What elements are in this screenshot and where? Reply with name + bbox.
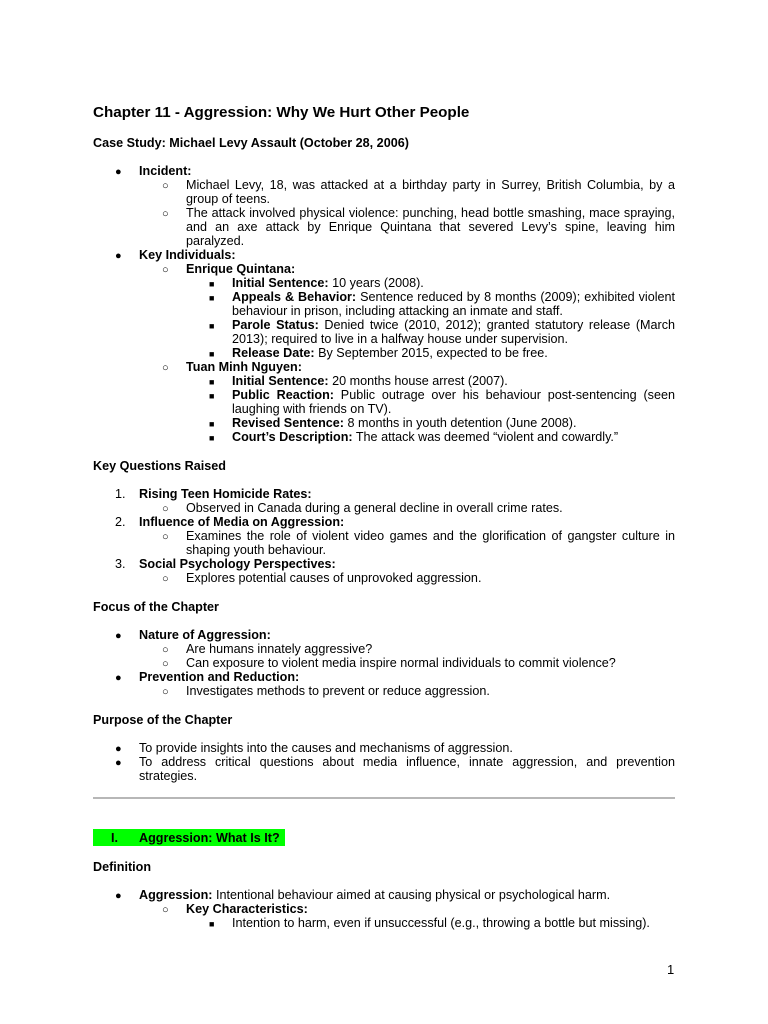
square-bullet-icon: ■ — [209, 419, 215, 429]
eq-parole: Parole Status: Denied twice (2010, 2012); granted statutory release (March 2013); required to live in a halfway house under supervision. — [232, 318, 675, 346]
tuan-label: Tuan Minh Nguyen: — [186, 360, 302, 374]
question-1-sub: Observed in Canada during a general decline in overall crime rates. — [186, 501, 563, 515]
key-questions-heading: Key Questions Raised — [93, 459, 226, 473]
purpose-heading: Purpose of the Chapter — [93, 713, 233, 727]
circle-bullet-icon: ○ — [162, 208, 169, 220]
circle-bullet-icon: ○ — [162, 503, 169, 515]
square-bullet-icon: ■ — [209, 293, 215, 303]
question-2-sub: Examines the role of violent video games and the glorification of gangster culture in shaping youth behaviour. — [186, 529, 675, 557]
circle-bullet-icon: ○ — [162, 180, 169, 192]
tn-public-reaction: Public Reaction: Public outrage over his behaviour post-sentencing (seen laughing with friends on TV). — [232, 388, 675, 416]
square-bullet-icon: ■ — [209, 279, 215, 289]
section-number: I. — [111, 831, 118, 845]
tn-revised-sentence: Revised Sentence: 8 months in youth detention (June 2008). — [232, 416, 577, 430]
circle-bullet-icon: ○ — [162, 573, 169, 585]
key-characteristics-label: Key Characteristics: — [186, 902, 308, 916]
square-bullet-icon: ■ — [209, 391, 215, 401]
eq-release: Release Date: By September 2015, expected to be free. — [232, 346, 548, 360]
tn-initial-sentence: Initial Sentence: 20 months house arrest (2007). — [232, 374, 508, 388]
bullet-icon: ● — [115, 250, 122, 262]
square-bullet-icon: ■ — [209, 349, 215, 359]
nature-sub-2: Can exposure to violent media inspire normal individuals to commit violence? — [186, 656, 616, 670]
eq-initial-sentence: Initial Sentence: 10 years (2008). — [232, 276, 424, 290]
aggression-definition: Aggression: Intentional behaviour aimed at causing physical or psychological harm. — [139, 888, 611, 902]
circle-bullet-icon: ○ — [162, 658, 169, 670]
bullet-icon: ● — [115, 890, 122, 902]
incident-label: Incident: — [139, 164, 192, 178]
circle-bullet-icon: ○ — [162, 904, 169, 916]
nature-label: Nature of Aggression: — [139, 628, 271, 642]
key-individuals-label: Key Individuals: — [139, 248, 236, 262]
purpose-item-1: To provide insights into the causes and mechanisms of aggression. — [139, 741, 513, 755]
enrique-label: Enrique Quintana: — [186, 262, 296, 276]
question-3-sub: Explores potential causes of unprovoked aggression. — [186, 571, 482, 585]
bullet-icon: ● — [115, 166, 122, 178]
list-number: 3. — [115, 557, 126, 571]
case-study-heading: Case Study: Michael Levy Assault (October 28, 2006) — [93, 136, 409, 150]
page-number: 1 — [667, 962, 675, 977]
circle-bullet-icon: ○ — [162, 264, 169, 276]
question-3-label: Social Psychology Perspectives: — [139, 557, 336, 571]
question-1-label: Rising Teen Homicide Rates: — [139, 487, 312, 501]
circle-bullet-icon: ○ — [162, 644, 169, 656]
focus-heading: Focus of the Chapter — [93, 600, 219, 614]
eq-appeals: Appeals & Behavior: Sentence reduced by 8 months (2009); exhibited violent behaviour in prison, including attacking an inmate and staff. — [232, 290, 676, 318]
chapter-title: Chapter 11 - Aggression: Why We Hurt Other People — [93, 104, 470, 121]
bullet-icon: ● — [115, 743, 122, 755]
question-2-label: Influence of Media on Aggression: — [139, 515, 345, 529]
tn-court-description: Court’s Description: The attack was deemed “violent and cowardly.” — [232, 430, 619, 444]
incident-item-2: The attack involved physical violence: punching, head bottle smashing, mace spraying, and an axe attack by Enrique Quintana that severed Levy’s spine, leaving him paralyzed. — [186, 206, 675, 248]
section-title: Aggression: What Is It? — [139, 831, 280, 845]
definition-heading: Definition — [93, 860, 152, 874]
prevention-label: Prevention and Reduction: — [139, 670, 300, 684]
prevention-sub: Investigates methods to prevent or reduce aggression. — [186, 684, 490, 698]
list-number: 2. — [115, 515, 126, 529]
square-bullet-icon: ■ — [209, 433, 215, 443]
list-number: 1. — [115, 487, 126, 501]
nature-sub-1: Are humans innately aggressive? — [186, 642, 373, 656]
circle-bullet-icon: ○ — [162, 686, 169, 698]
bullet-icon: ● — [115, 757, 122, 769]
key-characteristic-1: Intention to harm, even if unsuccessful (e.g., throwing a bottle but missing). — [232, 916, 650, 930]
incident-item-1: Michael Levy, 18, was attacked at a birthday party in Surrey, British Columbia, by a group of teens. — [186, 178, 675, 206]
bullet-icon: ● — [115, 630, 122, 642]
horizontal-rule — [93, 797, 675, 799]
bullet-icon: ● — [115, 672, 122, 684]
circle-bullet-icon: ○ — [162, 531, 169, 543]
purpose-item-2: To address critical questions about media influence, innate aggression, and prevention strategies. — [139, 755, 675, 783]
circle-bullet-icon: ○ — [162, 362, 169, 374]
square-bullet-icon: ■ — [209, 321, 215, 331]
square-bullet-icon: ■ — [209, 919, 215, 929]
square-bullet-icon: ■ — [209, 377, 215, 387]
